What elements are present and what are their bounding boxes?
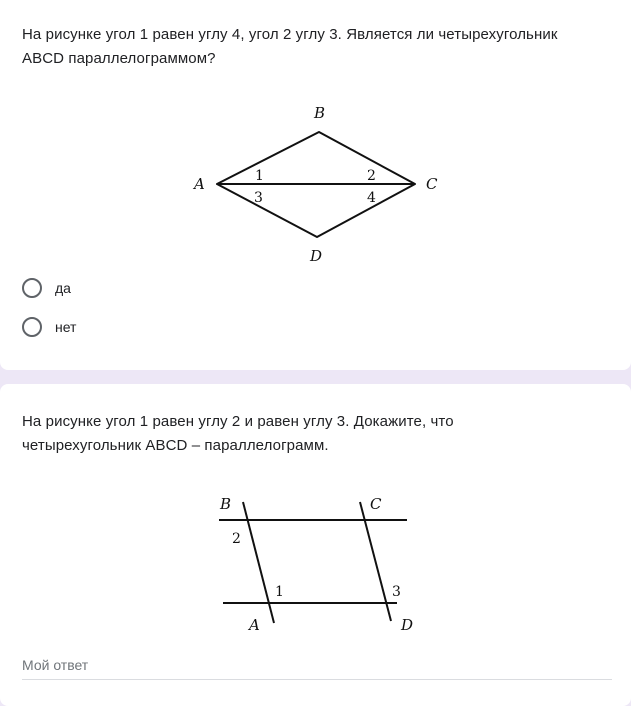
figure-2-angle-1: 1 [275,584,284,600]
option-da[interactable] [22,277,71,299]
option-net[interactable] [22,316,76,338]
question-2-text: На рисунке угол 1 равен углу 2 и равен углу 3. Докажите, что четырехугольник ABCD – параллелограмм. [22,413,454,454]
option-da-label: да [55,280,71,296]
question-card-2 [0,384,631,706]
radio-button-unchecked-icon[interactable] [22,278,42,298]
radio-button-unchecked-icon[interactable] [22,317,42,337]
figure-1-point-a: A [194,175,205,193]
figure-1-point-c: C [426,175,438,193]
figure-1-angle-1: 1 [255,168,264,184]
figure-1-angle-4: 4 [367,190,376,206]
question-1-figure [185,100,445,270]
figure-2-point-d: D [401,616,414,634]
figure-2-angle-3: 3 [392,584,401,600]
question-2-figure [205,489,425,639]
figure-1-lines [217,132,415,237]
figure-1-angle-3: 3 [254,190,263,206]
question-1-text: На рисунке угол 1 равен углу 4, угол 2 углу 3. Является ли четырехугольник ABCD параллелограммом? [22,26,558,67]
figure-1-point-b: B [314,104,326,122]
figure-2-point-c: C [370,495,382,513]
figure-2-point-a: A [249,616,260,634]
answer-input[interactable] [22,650,612,680]
figure-1-point-d: D [310,247,323,265]
figure-2-angle-2: 2 [232,531,241,547]
figure-1-angle-2: 2 [367,168,376,184]
figure-2-point-b: B [220,495,232,513]
figure-2-lines [219,502,407,623]
option-net-label: нет [55,319,77,335]
